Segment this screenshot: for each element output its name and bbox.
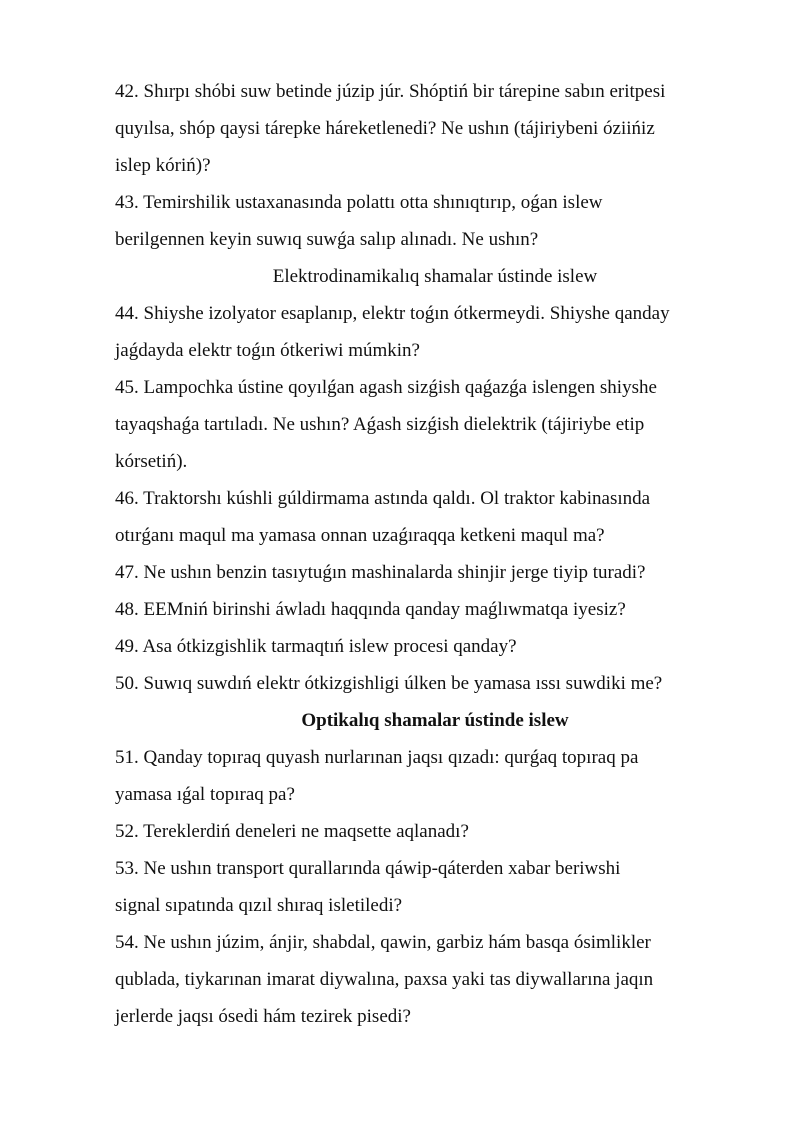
- document-page: [115, 73, 755, 1035]
- question-54: [115, 924, 755, 1035]
- section-heading-text: Elektrodinamikalıq shamalar ústinde islew: [272, 266, 598, 287]
- question-text-line: tayaqshaǵa tartıladı. Ne ushın? Aǵash sizǵish dielektrik (tájiriybe etip: [115, 414, 645, 435]
- question-text-line: 48. EEMniń birinshi áwladı haqqında qanday maǵlıwmatqa iyesiz?: [115, 599, 626, 620]
- question-text-line: 43. Temirshilik ustaxanasında polattı otta shınıqtırıp, oǵan islew: [115, 192, 603, 213]
- question-text-line: 53. Ne ushın transport qurallarında qáwip-qáterden xabar beriwshi: [115, 858, 621, 879]
- question-text-line: yamasa ıǵal topıraq pa?: [115, 784, 295, 805]
- question-text-line: islep kóriń)?: [115, 155, 211, 176]
- section-heading-optics: [115, 702, 755, 739]
- question-text-line: qublada, tiykarınan imarat diywalına, paxsa yaki tas diywallarına jaqın: [115, 969, 654, 990]
- question-text-line: 42. Shırpı shóbi suw betinde júzip júr. Shóptiń bir tárepine sabın eritpesi: [115, 81, 666, 102]
- question-text-line: 47. Ne ushın benzin tasıytuǵın mashinalarda shinjir jerge tiyip turadi?: [115, 562, 646, 583]
- question-text-line: otırǵanı maqul ma yamasa onnan uzaǵıraqqa ketkeni maqul ma?: [115, 525, 605, 546]
- question-text-line: 44. Shiyshe izolyator esaplanıp, elektr toǵın ótkermeydi. Shiyshe qanday: [115, 303, 670, 324]
- question-text-line: jerlerde jaqsı ósedi hám tezirek pisedi?: [115, 1006, 411, 1027]
- question-text-line: 54. Ne ushın júzim, ánjir, shabdal, qawin, garbiz hám basqa ósimlikler: [115, 932, 651, 953]
- question-42: [115, 73, 755, 184]
- question-text-line: 50. Suwıq suwdıń elektr ótkizgishligi úlken be yamasa ıssı suwdiki me?: [115, 673, 663, 694]
- section-heading-text: Optikalıq shamalar ústinde islew: [301, 710, 569, 731]
- question-52: [115, 813, 755, 850]
- question-text-line: kórsetiń).: [115, 451, 188, 472]
- question-49: [115, 628, 755, 665]
- question-44: [115, 295, 755, 369]
- question-text-line: 49. Asa ótkizgishlik tarmaqtıń islew procesi qanday?: [115, 636, 517, 657]
- question-text-line: 45. Lampochka ústine qoyılǵan agash sizǵish qaǵazǵa islengen shiyshe: [115, 377, 657, 398]
- question-text-line: 46. Traktorshı kúshli gúldirmama astında qaldı. Ol traktor kabinasında: [115, 488, 651, 509]
- question-45: [115, 369, 755, 480]
- question-46: [115, 480, 755, 554]
- question-47: [115, 554, 755, 591]
- question-text-line: jaǵdayda elektr toǵın ótkeriwi múmkin?: [115, 340, 420, 361]
- question-53: [115, 850, 755, 924]
- question-48: [115, 591, 755, 628]
- question-text-line: quyılsa, shóp qaysi tárepke háreketlenedi? Ne ushın (tájiriybeni óziińiz: [115, 118, 655, 139]
- section-heading-electrodynamics: [115, 258, 755, 295]
- question-51: [115, 739, 755, 813]
- question-text-line: berilgennen keyin suwıq suwǵa salıp alınadı. Ne ushın?: [115, 229, 539, 250]
- question-text-line: 52. Tereklerdiń deneleri ne maqsette aqlanadı?: [115, 821, 469, 842]
- question-43: [115, 184, 755, 258]
- question-50: [115, 665, 755, 702]
- question-text-line: signal sıpatında qızıl shıraq isletiledi?: [115, 895, 403, 916]
- question-text-line: 51. Qanday topıraq quyash nurlarınan jaqsı qızadı: qurǵaq topıraq pa: [115, 747, 639, 768]
